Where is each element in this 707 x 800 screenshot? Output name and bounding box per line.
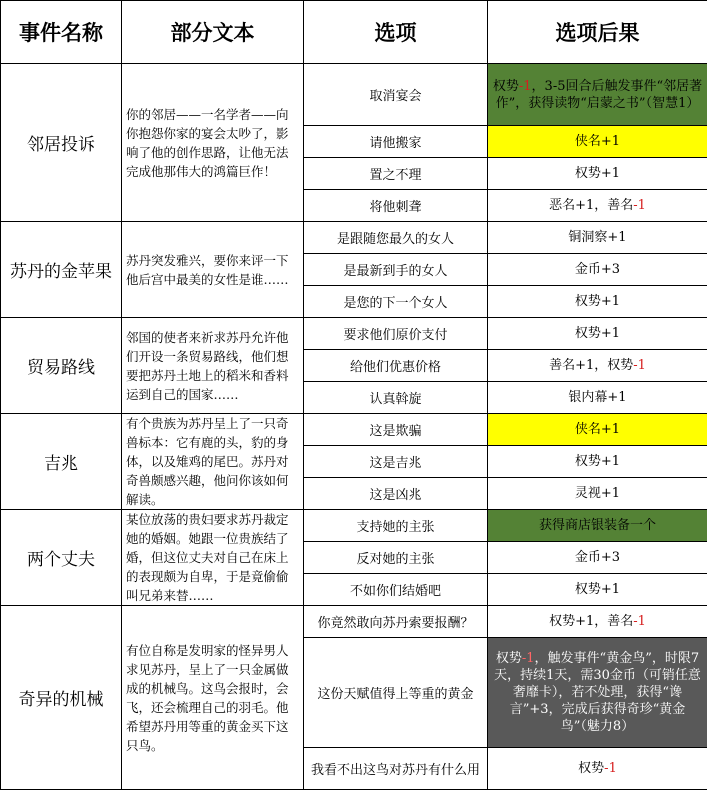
option-cell: 这份天赋值得上等重的黄金 — [304, 638, 488, 748]
result-text: 侠名+1 — [574, 134, 621, 149]
result-text: 灵视+1 — [574, 486, 621, 501]
header-partial-text: 部分文本 — [122, 1, 304, 64]
header-results: 选项后果 — [488, 1, 707, 64]
result-cell — [488, 574, 707, 606]
option-cell: 取消宴会 — [304, 64, 488, 126]
option-cell: 不如你们结婚吧 — [304, 574, 488, 606]
table-row — [1, 64, 707, 126]
option-cell: 是最新到手的女人 — [304, 254, 488, 286]
option-cell: 支持她的主张 — [304, 510, 488, 542]
result-cell — [488, 638, 707, 748]
result-cell — [488, 606, 707, 638]
option-cell: 这是吉兆 — [304, 446, 488, 478]
option-cell: 我看不出这鸟对苏丹有什么用 — [304, 748, 488, 790]
result-text: 金币+3 — [574, 262, 621, 277]
result-text: 权势+1 — [574, 326, 621, 341]
result-penalty: -1 — [633, 614, 646, 629]
result-penalty: -1 — [518, 78, 532, 94]
result-text: 恶名+1，善名 — [549, 198, 634, 213]
result-text: 获得商店银装备一个 — [538, 518, 656, 533]
table-row — [1, 318, 707, 350]
header-event-name: 事件名称 — [1, 1, 122, 64]
event-text: 你的邻居——一名学者——向你抱怨你家的宴会太吵了，影响了他的创作思路，让他无法完成他那伟大的鸿篇巨作！ — [122, 64, 304, 222]
result-cell — [488, 190, 707, 222]
option-cell: 反对她的主张 — [304, 542, 488, 574]
result-cell — [488, 382, 707, 414]
option-cell: 置之不理 — [304, 158, 488, 190]
result-text: 善名+1，权势 — [549, 358, 634, 373]
result-cell — [488, 748, 707, 790]
result-text: 铜洞察+1 — [568, 230, 627, 245]
result-text: ，触发事件“黄金鸟”，时限7天，持续1天，需30金币（可销任意奢靡卡），若不处理，获得“谗言”+3，完成后获得奇珍“黄金鸟”（魅力8） — [494, 651, 701, 734]
result-cell — [488, 158, 707, 190]
result-text: 权势+1 — [574, 166, 621, 181]
result-cell — [488, 510, 707, 542]
result-penalty: -1 — [633, 358, 646, 373]
option-cell: 将他刺聋 — [304, 190, 488, 222]
result-cell — [488, 446, 707, 478]
result-penalty: -1 — [633, 198, 646, 213]
event-name: 奇异的机械 — [1, 606, 122, 790]
result-cell — [488, 350, 707, 382]
event-name: 两个丈夫 — [1, 510, 122, 606]
result-cell — [488, 64, 707, 126]
result-cell — [488, 542, 707, 574]
event-name: 吉兆 — [1, 414, 122, 510]
result-text: 权势+1，善名 — [549, 614, 634, 629]
result-text: 权势 — [492, 78, 519, 94]
result-cell — [488, 286, 707, 318]
result-text: ，3-5回合后触发事件“邻居著作”，获得读物“启蒙之书”（智慧1） — [495, 78, 703, 111]
table-row — [1, 414, 707, 446]
option-cell: 这是欺骗 — [304, 414, 488, 446]
result-cell — [488, 478, 707, 510]
event-name: 邻居投诉 — [1, 64, 122, 222]
table-body — [1, 64, 707, 790]
table-row — [1, 510, 707, 542]
result-cell — [488, 414, 707, 446]
option-cell: 这是凶兆 — [304, 478, 488, 510]
option-cell: 给他们优惠价格 — [304, 350, 488, 382]
result-text: 侠名+1 — [574, 422, 621, 437]
result-cell — [488, 126, 707, 158]
result-cell — [488, 318, 707, 350]
result-penalty: -1 — [521, 651, 535, 666]
result-text: 银内幕+1 — [568, 390, 627, 405]
option-cell: 你竟然敢向苏丹索要报酬？ — [304, 606, 488, 638]
event-text: 某位放荡的贵妇要求苏丹裁定她的婚姻。她跟一位贵族结了婚，但这位丈夫对自己在床上的表现颇为自卑，于是竟偷偷叫兄弟来替…… — [122, 510, 304, 606]
event-text: 有位自称是发明家的怪异男人求见苏丹，呈上了一只金属做成的机械鸟。这鸟会报时，会飞，还会梳理自己的羽毛。他希望苏丹用等重的黄金买下这只鸟。 — [122, 606, 304, 790]
result-text: 权势 — [578, 761, 605, 776]
event-name: 贸易路线 — [1, 318, 122, 414]
result-text: 权势 — [495, 651, 522, 666]
result-text: 权势+1 — [574, 294, 621, 309]
event-name: 苏丹的金苹果 — [1, 222, 122, 318]
header-options: 选项 — [304, 1, 488, 64]
header-row — [1, 1, 707, 64]
option-cell: 要求他们原价支付 — [304, 318, 488, 350]
table-row — [1, 222, 707, 254]
option-cell: 请他搬家 — [304, 126, 488, 158]
result-text: 权势+1 — [574, 582, 621, 597]
result-text: 权势+1 — [574, 454, 621, 469]
table-row — [1, 606, 707, 638]
result-text: 金币+3 — [574, 550, 621, 565]
event-text: 苏丹突发雅兴，要你来评一下他后宫中最美的女性是谁…… — [122, 222, 304, 318]
option-cell: 是跟随您最久的女人 — [304, 222, 488, 254]
event-text: 有个贵族为苏丹呈上了一只奇兽标本：它有鹿的头，豹的身体，以及雉鸡的尾巴。苏丹对奇兽颇感兴趣，他问你该如何解读。 — [122, 414, 304, 510]
result-cell — [488, 222, 707, 254]
result-penalty: -1 — [604, 761, 617, 776]
event-text: 邻国的使者来祈求苏丹允许他们开设一条贸易路线，他们想要把苏丹土地上的稻米和香料运到自己的国家…… — [122, 318, 304, 414]
option-cell: 是您的下一个女人 — [304, 286, 488, 318]
option-cell: 认真斡旋 — [304, 382, 488, 414]
result-cell — [488, 254, 707, 286]
